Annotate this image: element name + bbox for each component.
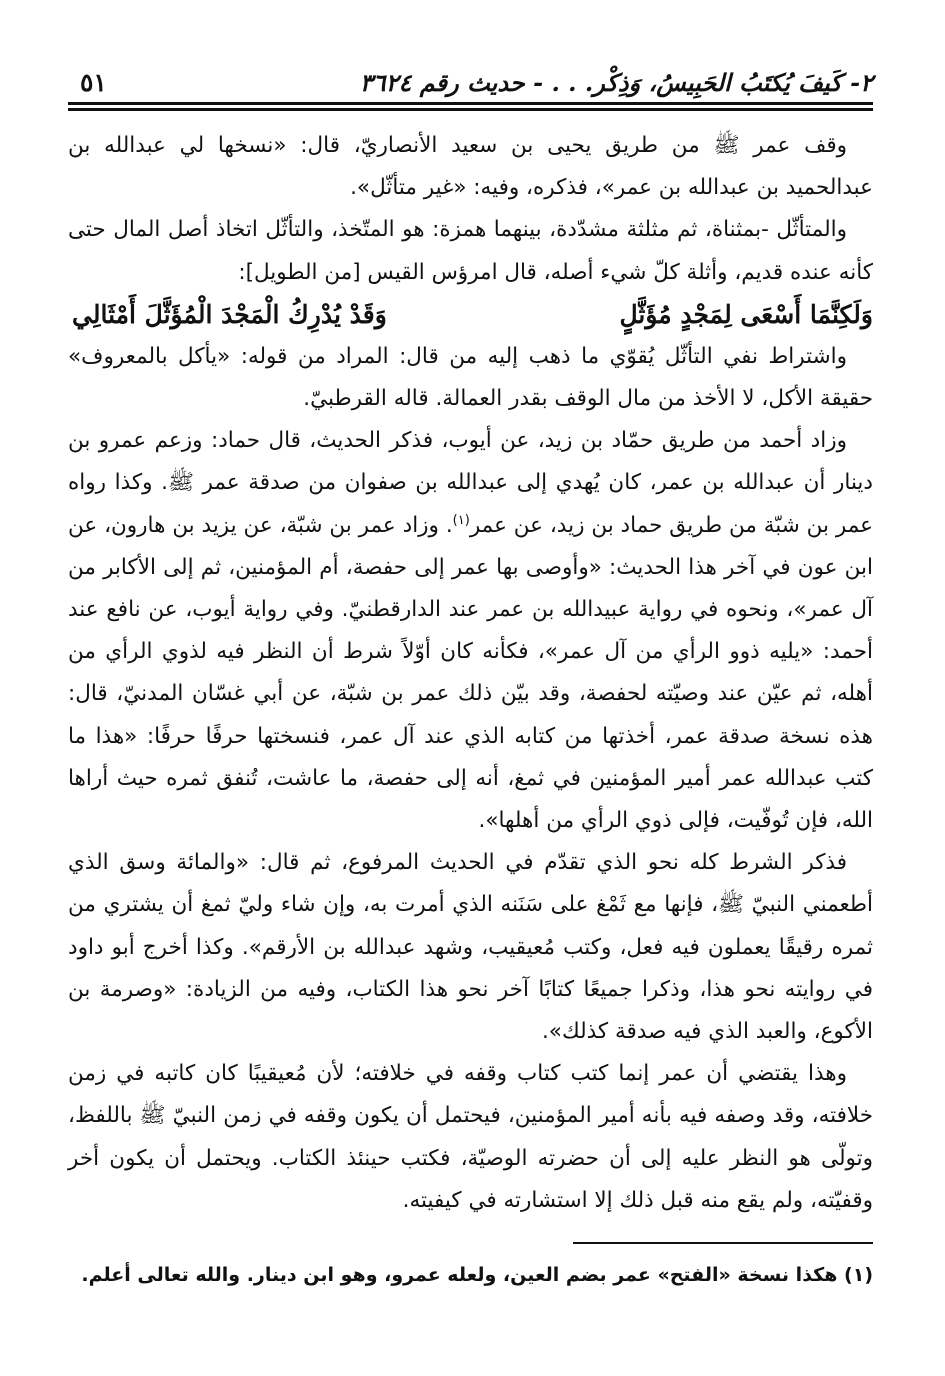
- paragraph-text: وزاد عمر بن شبّة، عن يزيد بن هارون، عن ابن عون في آخر هذا الحديث: «وأوصى بها عمر إلى حفصة، أم المؤمنين، ثم إلى الأكابر من آل عمر»، ونحوه في رواية عبيدالله بن عمر عند الدارقطنيّ. وفي رواية أيوب، عن نافع عند أحمد: «يليه ذوو الرأي من آل عمر»، فكأنه كان أوّلاً شرط أن النظر فيه لذوي الرأي من أهله، ثم عيّن عند وصيّته لحفصة، وقد بيّن ذلك عمر بن شبّة، عن أبي غسّان المدنيّ، قال: هذه نسخة صدقة عمر، أخذتها من كتابه الذي عند آل عمر، فنسختها حرفًا حرفًا: «هذا ما كتب عبدالله عمر أمير المؤمنين في ثمغ، أنه إلى حفصة، ما عاشت، تُنفق ثمره حيث أراها الله، فإن تُوفّيت، فإلى ذوي الرأي من أهلها».: [68, 512, 873, 834]
- footnote-rule: [573, 1242, 873, 1244]
- header-rule: [68, 102, 873, 111]
- paragraph: [68, 420, 873, 842]
- paragraph: فذكر الشرط كله نحو الذي تقدّم في الحديث المرفوع، ثم قال: «والمائة وسق الذي أطعمني النبيّ ﷺ، فإنها مع ثَمْغ على سَنَنه الذي أمرت به، وإن شاء وليّ ثمغ أن يشتري من ثمره رقيقًا يعملون فيه فعل، وكتب مُعيقيب، وشهد عبدالله بن الأرقم». وكذا أخرج أبو داود في روايته نحو هذا، وذكرا جميعًا كتابًا آخر نحو هذا الكتاب، وفيه من الزيادة: «وصرمة بن الأكوع، والعبد الذي فيه صدقة كذلك».: [68, 850, 873, 1045]
- poetry-verse: [68, 294, 873, 336]
- footnote: (١) هكذا نسخة «الفتح» عمر بضم العين، ولعله عمرو، وهو ابن دينار. والله تعالى أعلم.: [81, 1264, 873, 1287]
- paragraph-text: وزاد أحمد من طريق حمّاد بن زيد، عن أيوب، فذكر الحديث، قال حماد: وزعم عمرو بن دينار أن عبدالله بن عمر، كان يُهدي إلى عبدالله بن صفوان من صدقة عمر ﷺ. وكذا رواه عمر بن شبّة من طريق حماد بن زيد، عن عمر: [68, 428, 874, 538]
- paragraph: وهذا يقتضي أن عمر إنما كتب كتاب وقفه في خلافته؛ لأن مُعيقيبًا كان كاتبه في زمن خلافته، وقد وصفه فيه بأنه أمير المؤمنين، فيحتمل أن يكون وقفه في زمن النبيّ ﷺ باللفظ، وتولّى هو النظر عليه إلى أن حضرته الوصيّة، فكتب حينئذ الكتاب. ويحتمل أن يكون أخر وقفيّته، ولم يقع منه قبل ذلك إلا استشارته في كيفيته.: [68, 1061, 873, 1213]
- main-text: [68, 125, 873, 1222]
- paragraph: وقف عمر ﷺ من طريق يحيى بن سعيد الأنصاريّ، قال: «نسخها لي عبدالله بن عبدالحميد بن عبدالله بن عمر»، فذكره، وفيه: «غير متأثّل».: [68, 133, 873, 201]
- verse-second-hemistich: وَقَدْ يُدْرِكُ الْمَجْدَ الْمُؤَثَّلَ أَمْثَالِي: [72, 299, 387, 329]
- verse-first-hemistich: وَلَكِنَّمَا أَسْعَى لِمَجْدٍ مُؤَثَّلٍ: [619, 299, 873, 329]
- paragraph: واشتراط نفي التأثّل يُقوّي ما ذهب إليه من قال: المراد من قوله: «يأكل بالمعروف» حقيقة الأكل، لا الأخذ من مال الوقف بقدر العمالة. قاله القرطبيّ.: [68, 343, 873, 412]
- page-number: ٥١: [80, 68, 107, 97]
- page-header: [68, 62, 873, 98]
- running-title: ٢- كَيفَ يُكتَبُ الحَبِيسُ، وَذِكْر. . . - حديث رقم ٣٦٢٤: [359, 68, 873, 97]
- paragraph: والمتأثّل -بمثناة، ثم مثلثة مشدّدة، بينهما همزة: هو المتّخذ، والتأثّل اتخاذ أصل المال حتى كأنه عنده قديم، وأثلة كلّ شيء أصله، قال امرؤس القيس [من الطويل]:: [68, 217, 873, 285]
- sentence-break: .: [438, 512, 453, 538]
- footnote-reference: (١): [452, 512, 470, 528]
